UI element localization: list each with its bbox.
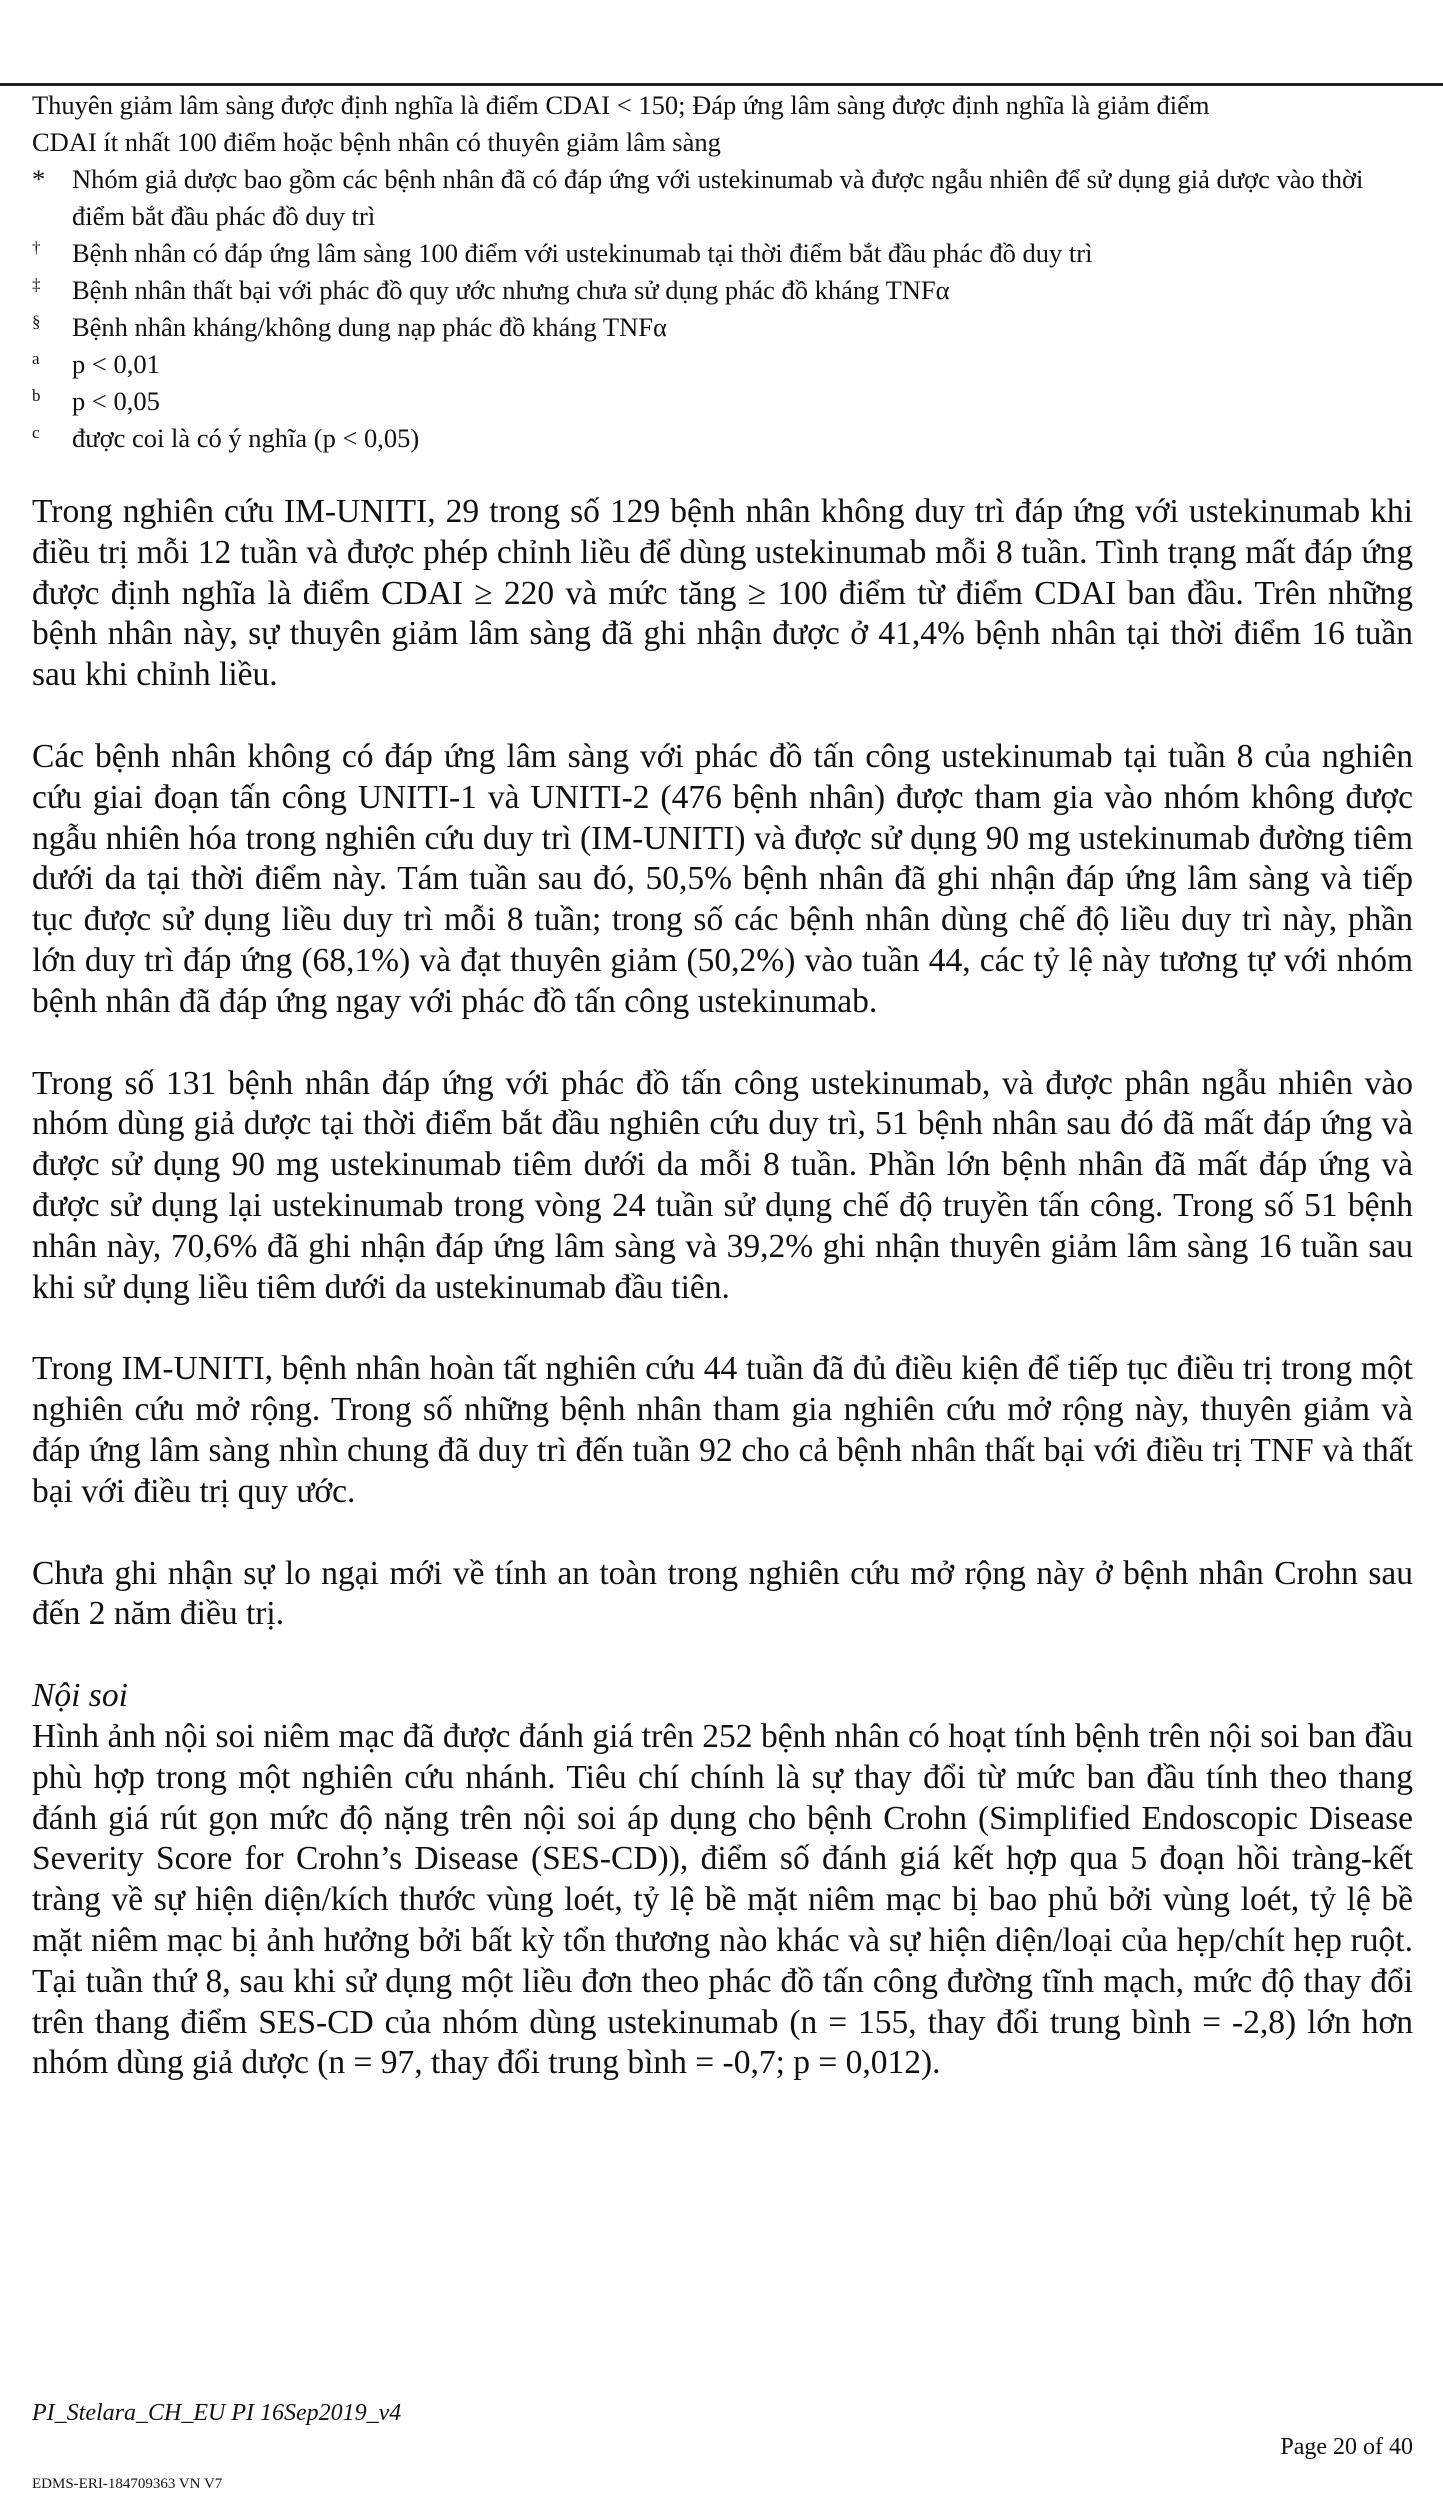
footer-edms-code: EDMS-ERI-184709363 VN V7 [32, 2476, 223, 2492]
table-footnotes [32, 87, 1412, 457]
footnote-c [32, 420, 1412, 457]
footnote-text: được coi là có ý nghĩa (p < 0,05) [72, 423, 420, 453]
footnote-mark: † [32, 238, 41, 257]
footnote-b [32, 383, 1412, 420]
paragraph-safety: Chưa ghi nhận sự lo ngại mới về tính an toàn trong nghiên cứu mở rộng này ở bệnh nhân Crohn sau đến 2 năm điều trị. [32, 1554, 1413, 1633]
body-text [32, 492, 1413, 2125]
paragraph-extension-study: Trong IM-UNITI, bệnh nhân hoàn tất nghiên cứu 44 tuần đã đủ điều kiện để tiếp tục điều trị trong một nghiên cứu mở rộng. Trong số những bệnh nhân tham gia nghiên cứu mở rộng này, thuyên giảm và đáp ứng lâm sàng nhìn chung đã duy trì đến tuần 92 cho cả bệnh nhân thất bại với điều trị TNF và thất bại với điều trị quy ước. [32, 1350, 1413, 1510]
footnote-dagger [32, 235, 1412, 272]
footer-page-number: Page 20 of 40 [1280, 2434, 1413, 2460]
footnote-mark: * [32, 164, 46, 194]
footnote-text: Bệnh nhân có đáp ứng lâm sàng 100 điểm với ustekinumab tại thời điểm bắt đầu phác đồ duy trì [72, 238, 1093, 268]
footnote-text: Bệnh nhân kháng/không dung nạp phác đồ kháng TNFα [72, 312, 667, 342]
footnote-definition-line-2: CDAI ít nhất 100 điểm hoặc bệnh nhân có thuyên giảm lâm sàng [32, 127, 721, 157]
footnote-mark: ‡ [32, 275, 41, 294]
footnote-placebo [32, 161, 1412, 235]
paragraph-placebo-loss-of-response: Trong số 131 bệnh nhân đáp ứng với phác đồ tấn công ustekinumab, và được phân ngẫu nhiên vào nhóm dùng giả dược tại thời điểm bắt đầu nghiên cứu duy trì, 51 bệnh nhân sau đó đã mất đáp ứng và được sử dụng 90 mg ustekinumab tiêm dưới da mỗi 8 tuần. Phần lớn bệnh nhân đã mất đáp ứng và được sử dụng lại ustekinumab trong vòng 24 tuần sử dụng chế độ truyền tấn công. Trong số 51 bệnh nhân này, 70,6% đã ghi nhận đáp ứng lâm sàng và 39,2% ghi nhận thuyên giảm lâm sàng 16 tuần sau khi sử dụng liều tiêm dưới da ustekinumab đầu tiên. [32, 1064, 1413, 1306]
footnote-text: Bệnh nhân thất bại với phác đồ quy ước nhưng chưa sử dụng phác đồ kháng TNFα [72, 275, 950, 305]
footnote-definition-line-1: Thuyên giảm lâm sàng được định nghĩa là điểm CDAI < 150; Đáp ứng lâm sàng được định nghĩa là giảm điểm [32, 90, 1210, 120]
footnote-double-dagger [32, 272, 1412, 309]
footnote-section [32, 309, 1412, 346]
footnote-a [32, 346, 1412, 383]
footnote-mark: a [32, 349, 40, 368]
paragraph-endoscopy: Hình ảnh nội soi niêm mạc đã được đánh giá trên 252 bệnh nhân có hoạt tính bệnh trên nội soi ban đầu phù hợp trong một nghiên cứu nhánh. Tiêu chí chính là sự thay đổi từ mức ban đầu tính theo thang đánh giá rút gọn mức độ nặng trên nội soi áp dụng cho bệnh Crohn (Simplified Endoscopic Disease Severity Score for Crohn’s Disease (SES-CD)), điểm số đánh giá kết hợp qua 5 đoạn hồi tràng-kết tràng về sự hiện diện/kích thước vùng loét, tỷ lệ bề mặt niêm mạc bị bao phủ bởi vùng loét, tỷ lệ bề mặt niêm mạc bị ảnh hưởng bởi bất kỳ tổn thương nào khác và sự hiện diện/loại của hẹp/chít hẹp ruột. Tại tuần thứ 8, sau khi sử dụng một liều đơn theo phác đồ tấn công đường tĩnh mạch, mức độ thay đổi trên thang điểm SES-CD của nhóm dùng ustekinumab (n = 155, thay đổi trung bình = -2,8) lớn hơn nhóm dùng giả dược (n = 97, thay đổi trung bình = -0,7; p = 0,012). [32, 1717, 1413, 2082]
section-heading-endoscopy: Nội soi [32, 1677, 128, 1715]
footnote-mark: § [32, 312, 41, 331]
table-bottom-rule [0, 83, 1443, 86]
footnote-text: p < 0,05 [72, 386, 160, 416]
footnote-mark: b [32, 386, 41, 405]
footer-document-id: PI_Stelara_CH_EU PI 16Sep2019_v4 [32, 2400, 402, 2426]
footnote-text: p < 0,01 [72, 349, 160, 379]
paragraph-dose-adjustment: Trong nghiên cứu IM-UNITI, 29 trong số 129 bệnh nhân không duy trì đáp ứng với ustekinumab khi điều trị mỗi 12 tuần và được phép chỉnh liều để dùng ustekinumab mỗi 8 tuần. Tình trạng mất đáp ứng được định nghĩa là điểm CDAI ≥ 220 và mức tăng ≥ 100 điểm từ điểm CDAI ban đầu. Trên những bệnh nhân này, sự thuyên giảm lâm sàng đã ghi nhận được ở 41,4% bệnh nhân tại thời điểm 16 tuần sau khi chỉnh liều. [32, 493, 1413, 694]
paragraph-non-responders: Các bệnh nhân không có đáp ứng lâm sàng với phác đồ tấn công ustekinumab tại tuần 8 của nghiên cứu giai đoạn tấn công UNITI-1 và UNITI-2 (476 bệnh nhân) được tham gia vào nhóm không được ngẫu nhiên hóa trong nghiên cứu duy trì (IM-UNITI) và được sử dụng 90 mg ustekinumab đường tiêm dưới da tại thời điểm này. Tám tuần sau đó, 50,5% bệnh nhân đã ghi nhận đáp ứng lâm sàng và tiếp tục được sử dụng liều duy trì mỗi 8 tuần; trong số các bệnh nhân dùng chế độ liều duy trì này, phần lớn duy trì đáp ứng (68,1%) và đạt thuyên giảm (50,2%) vào tuần 44, các tỷ lệ này tương tự với nhóm bệnh nhân đã đáp ứng ngay với phác đồ tấn công ustekinumab. [32, 737, 1413, 1020]
footnote-mark: c [32, 423, 40, 442]
footnote-text: Nhóm giả dược bao gồm các bệnh nhân đã có đáp ứng với ustekinumab và được ngẫu nhiên để sử dụng giả dược vào thời điểm bắt đầu phác đồ duy trì [72, 164, 1364, 231]
